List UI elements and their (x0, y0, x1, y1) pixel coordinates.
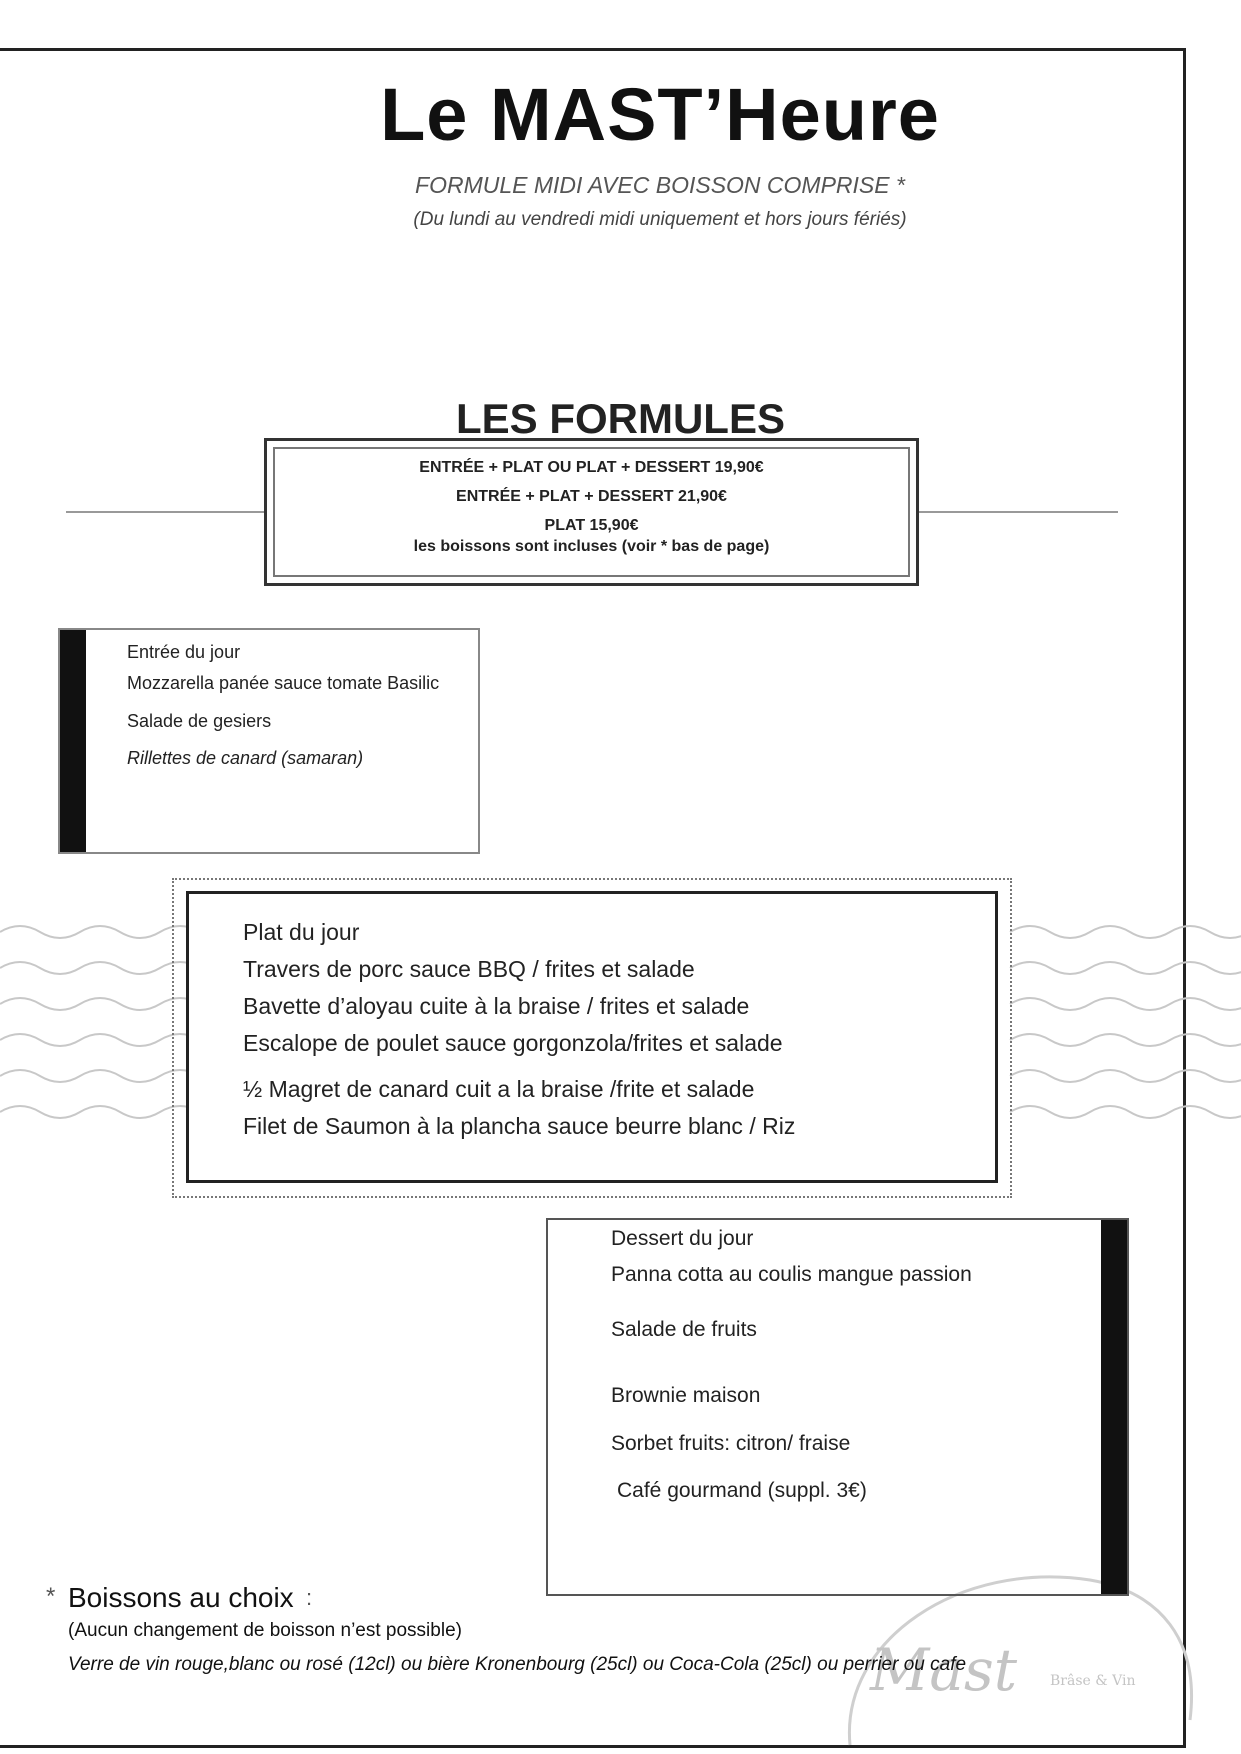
desserts-heading: Dessert du jour (611, 1227, 754, 1250)
formule-line: ENTRÉE + PLAT + DESSERT 21,90€ (456, 488, 727, 505)
formule-line: PLAT 15,90€ (544, 517, 639, 534)
entree-item: Mozzarella panée sauce tomate Basilic (127, 673, 440, 693)
dessert-item: Café gourmand (suppl. 3€) (617, 1479, 867, 1502)
plat-item: ½ Magret de canard cuit a la braise /frite et salade (243, 1076, 755, 1102)
plat-item: Escalope de poulet sauce gorgonzola/frites et salade (243, 1030, 783, 1056)
plats-box (186, 891, 998, 1183)
desserts-accent-bar (1101, 1220, 1127, 1594)
page-title: Le MAST’Heure (380, 73, 940, 156)
page-subtitle: FORMULE MIDI AVEC BOISSON COMPRISE * (415, 172, 905, 198)
dessert-item: Salade de fruits (611, 1318, 757, 1341)
entrees-heading: Entrée du jour (127, 642, 241, 662)
entree-item: Salade de gesiers (127, 711, 272, 731)
logo-text: Mast (870, 1636, 1018, 1704)
boissons-list: Verre de vin rouge,blanc ou rosé (12cl) ou bière Kronenbourg (25cl) ou Coca-Cola (25cl) ou perrier ou cafe (68, 1654, 967, 1675)
desserts-box (546, 1218, 1129, 1596)
plat-item: Bavette d’aloyau cuite à la braise / frites et salade (243, 993, 750, 1019)
formule-line: ENTRÉE + PLAT OU PLAT + DESSERT 19,90€ (419, 459, 764, 476)
dessert-item: Sorbet fruits: citron/ fraise (611, 1432, 851, 1455)
dessert-item: Brownie maison (611, 1384, 761, 1407)
boissons-note: (Aucun changement de boisson n’est possible) (68, 1620, 462, 1641)
entrees-box (58, 628, 480, 854)
formule-line: les boissons sont incluses (voir * bas de page) (413, 538, 770, 555)
formules-title: LES FORMULES (455, 395, 785, 442)
formules-box (264, 438, 919, 586)
logo-tagline: Brâse & Vin (1050, 1673, 1136, 1689)
plats-heading: Plat du jour (243, 919, 360, 945)
entree-item: Rillettes de canard (samaran) (127, 748, 364, 768)
entrees-accent-bar (60, 630, 86, 852)
footnote-star: * (46, 1583, 56, 1610)
divider-left (66, 511, 266, 513)
plat-item: Travers de porc sauce BBQ / frites et salade (243, 956, 695, 982)
divider-right (918, 511, 1118, 513)
boissons-title: Boissons au choix (68, 1582, 294, 1613)
plat-item: Filet de Saumon à la plancha sauce beurre blanc / Riz (243, 1113, 796, 1139)
boissons-colon: : (306, 1585, 313, 1610)
availability-note: (Du lundi au vendredi midi uniquement et hors jours fériés) (413, 209, 907, 230)
dessert-item: Panna cotta au coulis mangue passion (611, 1263, 972, 1286)
